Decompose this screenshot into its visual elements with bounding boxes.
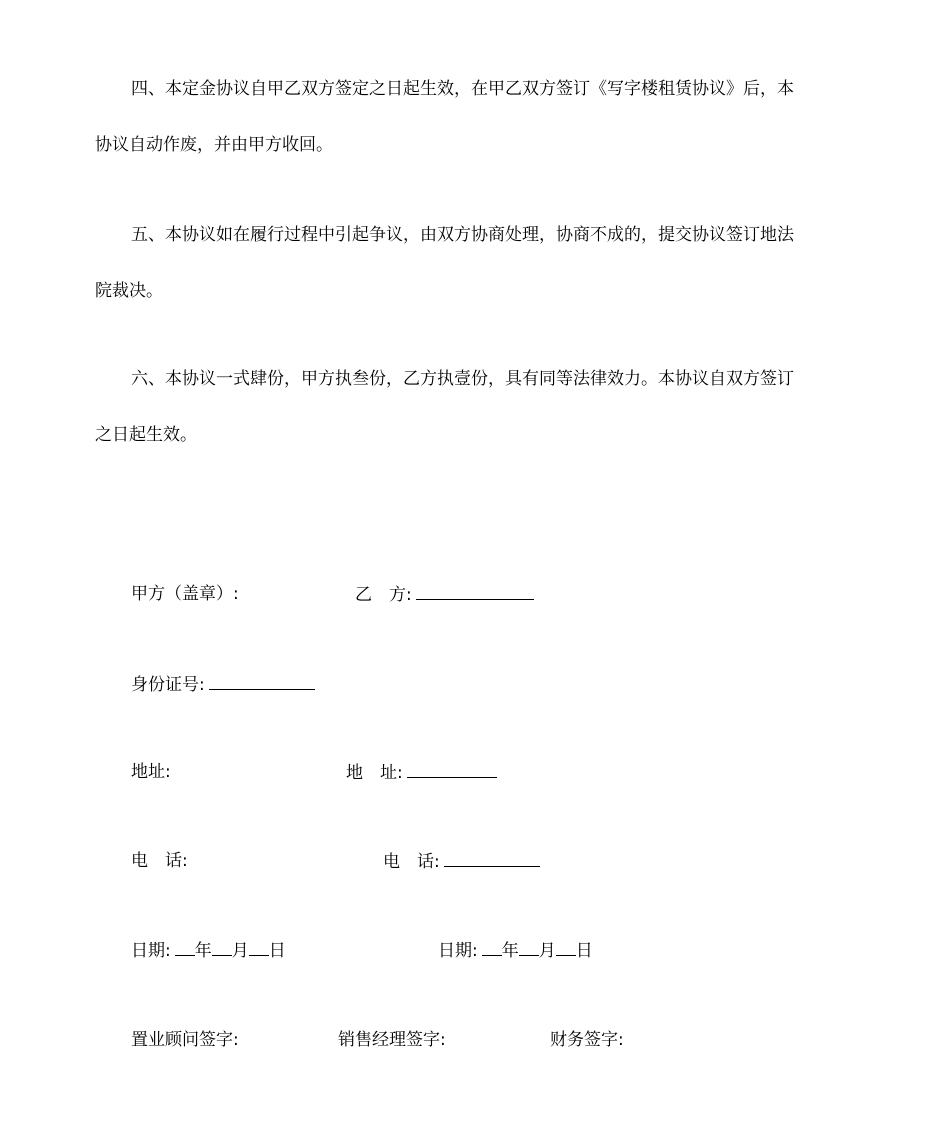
date-a-day-blank <box>249 939 269 956</box>
phone-a-label: 电 话: <box>131 851 188 871</box>
address-b-field <box>346 761 497 784</box>
date-a-month-blank <box>212 939 232 956</box>
phone-b-field <box>383 850 540 873</box>
finance-sign-label: 财务签字: <box>550 1030 624 1050</box>
address-b-blank <box>407 761 497 778</box>
id-number-label: 身份证号: <box>131 675 205 695</box>
date-a-day-label: 日 <box>268 941 286 961</box>
date-a-label: 日期: <box>131 941 171 961</box>
date-b-year-label: 年 <box>501 941 519 961</box>
phone-b-label: 电 话: <box>383 852 440 872</box>
clause-5-line-1: 五、本协议如在履行过程中引起争议，由双方协商处理，协商不成的，提交协议签订地法 <box>131 225 794 245</box>
consultant-sign-label: 置业顾问签字: <box>131 1030 239 1050</box>
date-a-month-label: 月 <box>231 941 249 961</box>
date-a-year-label: 年 <box>194 941 212 961</box>
date-a-year-blank <box>175 939 195 956</box>
party-b-blank <box>416 583 534 600</box>
date-b-month-blank <box>519 939 539 956</box>
clause-4-line-1: 四、本定金协议自甲乙双方签定之日起生效，在甲乙双方签订《写字楼租赁协议》后，本 <box>131 79 794 99</box>
date-b-day-blank <box>556 939 576 956</box>
date-b-month-label: 月 <box>538 941 556 961</box>
date-b-label: 日期: <box>438 941 478 961</box>
date-b-field <box>438 939 593 962</box>
clause-6-line-1: 六、本协议一式肆份，甲方执叁份，乙方执壹份，具有同等法律效力。本协议自双方签订 <box>131 369 794 389</box>
clause-4-line-2: 协议自动作废，并由甲方收回。 <box>95 135 333 155</box>
clause-5-line-2: 院裁决。 <box>95 281 163 301</box>
sales-manager-sign-label: 销售经理签字: <box>338 1030 446 1050</box>
party-b-label: 乙 方: <box>355 585 412 605</box>
party-a-seal-label: 甲方（盖章）: <box>131 584 239 604</box>
id-number-field <box>131 673 315 696</box>
phone-b-blank <box>444 850 540 867</box>
date-b-day-label: 日 <box>575 941 593 961</box>
address-a-label: 地址: <box>131 762 171 782</box>
party-b-field <box>355 583 534 606</box>
date-a-field <box>131 939 286 962</box>
date-b-year-blank <box>482 939 502 956</box>
clause-6-line-2: 之日起生效。 <box>95 425 197 445</box>
address-b-label: 地 址: <box>346 763 403 783</box>
id-number-blank <box>209 673 315 690</box>
